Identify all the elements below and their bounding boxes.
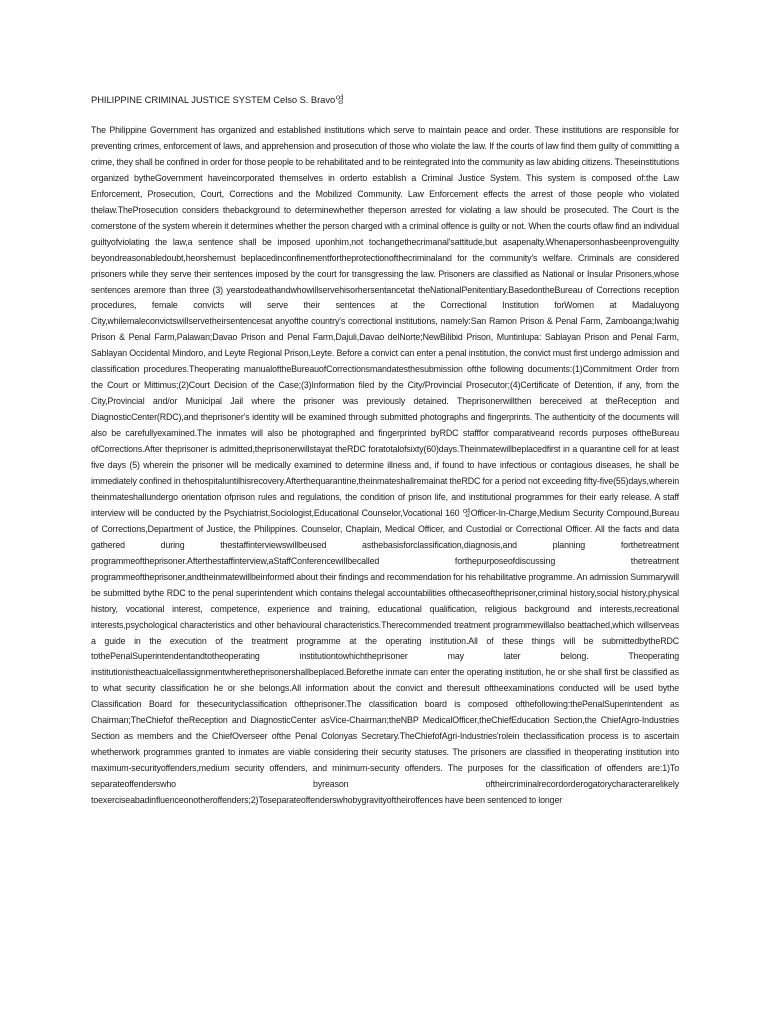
document-title: PHILIPPINE CRIMINAL JUSTICE SYSTEM Celso S. Bravo영 — [91, 94, 345, 105]
document-page — [91, 93, 679, 809]
document-body: The Philippine Government has organized and established institutions which serve to maintain peace and order. These institutions are responsible for preventing crimes, enforcement of laws, and apprehension and prosecution of those who violate the law. If the courts of law find them guilty of committing a crime, they shall be confined in order for those people to be rehabilitated and to be reintegrated into the community as law abiding citizens. Theseinstitutions organized bytheGovernment haveincorporated themselves in orderto establish a Criminal Justice System. This system is composed of:the Law Enforcement, Prosecution, Court, Corrections and the Mobilized Community. Law Enforcement effects the arrest of those people who violated thelaw.TheProsecution considers thebackground to determinewhether theperson arrested for violating a law should be prosecuted. The Court is the cornerstone of the system wherein it determines whether the person charged with a criminal offence is guilty or not. When the courts oflaw find an individual guiltyofviolating the law,a sentence shall be imposed uponhim,not tochangethecrimanal'sattitude,but asapenalty.Whenapersonhasbeenprovenguilty beyondreasonabledoubt,heorshemust beplacedinconfinementfortheprotectionofthecriminaland for the community's welfare. Criminals are considered prisoners while they serve their sentences imposed by the court for transgressing the law. Prisoners are classified as National or Insular Prisoners,whose sentences aremore than three (3) yearstodeathandwhowillservehisorhersentancetat theNationalPenitentiary.BasedontheBureau of Corrections reception procedures, female convicts will serve their sentences at the Correctional Institution forWomen at Madaluyong City,whilemaleconvictswillservetheirsentencesat anyofthe country's correctional institutions, namely:San Ramon Prison & Penal Farm, Zamboanga;Iwahig Prison & Penal Farm,Palawan;Davao Prison and Penal Farm,Dajuli,Davao delNorte;NewBilibid Prison, Muntinlupa: Sablayan Prison and Penal Farm, Sablayan Occidental Mindoro, and Leyte Regional Prison,Leyte. Before a convict can enter a penal institution, the convict must first undergo admission and classification procedures.Theoperating manualoftheBureauofCorrectionsmandatesthesubmission ofthe following documents:(1)Commitment Order from the Court or Mittimus;(2)Court Decision of the Case;(3)Information filed by the City/Provincial Prosecutor;(4)Certificate of Detention, if any, from the City,Provincial and/or Municipal Jail where the prisoner was previously detained. Theprisonerwillthen bereceived at theReception and DiagnosticCenter(RDC),and theprisoner's identity will be examined through submitted photographs and fingerprints. The authenticity of the documents will also be carefullyexamined.The inmates will also be photographed and fingerprinted byRDC stafffor comparativeand records purposes oftheBureau ofCorrections.After theprisoner is admitted,theprisonerwillstayat theRDC foratotalofsixty(60)days.Theinmatewillbeplacedfirst in a quarantine cell for at least five days (5) wherein the prisoner will be medically examined to determine illness and, if found to have infectious or contagious diseases, he shall be immediately confined in thehospitaluntilhisrecovery.Afterthequarantine,theinmateshallremainat theRDC for a period not exceeding fifty-five(55)days,wherein theinmateshallundergo orientation ofprison rules and regulations, the condition of prison life, and institutional programmes for their early release. A staff interview will be conducted by the Psychiatrist,Sociologist,Educational Counselor,Vocational 160 영Officer-In-Charge,Medium Security Compound,Bureau of Corrections,Department of Justice, the Philippines. Counselor, Chaplain, Medical Officer, and Custodial or Correctional Officer. All the facts and data gathered during thestaffinterviewswillbeused asthebasisforclassification,diagnosis,and planning forthetreatment programmeoftheprisoner.Afterthestaffinterview,aStaffConferencewillbecalled forthepurposeofdiscussing thetreatment programmeoftheprisoner,andtheinmatewillbeinformed about their findings and recommendation for his rehabilitative programme. An admission Summarywill be submitted bythe RDC to the penal superintendent which contains thelegal accountabilities ofthecaseoftheprisoner,criminal history,social history,physical history, vocational interest, competence, experience and training, educational qualification, religious background and interests,recreational interests,psychological characteristics and other behavioural characteristics.Therecommended treatment programmewillalso beattached,which willserveas a guide in the execution of the treatment programme at the operating institution.All of these things will be submittedbytheRDC tothePenalSuperintendentandtotheoperating institutiontowhichtheprisoner may later belong. Theoperating institutionistheactualcellassignmentwheretheprisonershallbeplaced.Beforethe inmate can enter the operating institution, he or she shall first be classified as to what security classification he or she belongs.All information about the convict and theresult oftheexaminations conducted will be used bythe Classification Board for thesecurityclassification oftheprisoner.The classification board is composed ofthefollowing:thePenalSuperintendent as Chairman;TheChiefof theReception and DiagnosticCenter asVice-Chairman;theNBP MedicalOfficer,theChiefEducation Section,the ChiefAgro-Industries Section as members and the ChiefOverseer ofthe Penal Colonyas Secretary.TheChiefofAgri-Industries'rolein theclassification process is to ascertain whetherwork programmes granted to inmates are viable considering their security statuses. The prisoners are classified in theoperating institution into maximum-securityoffenders,medium security offenders, and minimum-security offenders. The purposes for the classification of offenders are:1)To separateoffenderswho byreason oftheircriminalrecordorderogatorycharacterarelikely toexerciseabadinfluenceonotheroffenders;2)Toseparateoffenderswhobygravityoftheiroffences have been sentenced to longer — [91, 125, 679, 806]
